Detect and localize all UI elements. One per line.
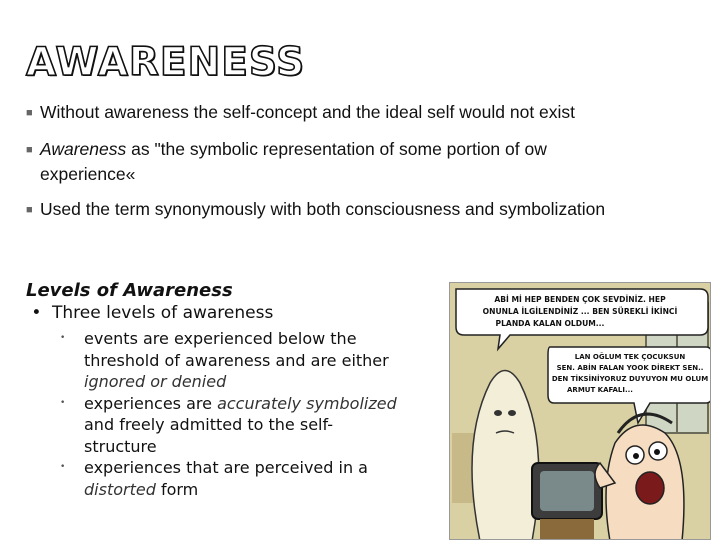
speech-bubble-line: ABİ Mİ HEP BENDEN ÇOK SEVDİNİZ. HEP: [494, 295, 666, 304]
speech-bubble-line: ARMUT KAFALI...: [567, 386, 633, 394]
levels-section: [26, 280, 456, 500]
speech-bubble-line: DEN TİKSİNİYORUZ DUYUYON MU OLUM: [551, 375, 709, 383]
round-bullet-icon: •: [26, 303, 42, 323]
bullet-text: Without awareness the self-concept and the ideal self would not exist: [40, 102, 576, 122]
bullet-text: as "the symbolic representation of some portion of ow: [126, 139, 547, 159]
levels-heading: Levels of Awareness: [26, 280, 233, 301]
round-bullet-icon: •: [60, 462, 66, 472]
square-bullet-icon: ■: [26, 204, 33, 216]
square-bullet-icon: ■: [26, 144, 33, 156]
speech-bubble-line: SEN. ABİN FALAN YOOK DİREKT SEN..: [556, 364, 704, 372]
level-item: • experiences are accurately symbolized and freely admitted to the self- structure: [60, 393, 397, 456]
bullet-item: [26, 100, 575, 125]
round-bullet-icon: •: [60, 333, 66, 343]
level-item: • experiences that are perceived in a distorted form: [60, 458, 368, 499]
slide-title: AWARENESS: [26, 40, 306, 85]
bullet-text-continued: experience«: [40, 164, 136, 184]
speech-bubble-line: LAN OĞLUM TEK ÇOCUKSUN: [574, 353, 686, 361]
bullet-item: [26, 137, 547, 186]
level-item: • events are experienced below the threshold of awareness and are either ignored or denied: [60, 329, 389, 391]
speech-bubble-line: ONUNLA İLGİLENDİNİZ ... BEN SÜREKLİ İKİNCİ: [482, 307, 678, 316]
square-bullet-icon: ■: [26, 107, 33, 119]
bullet-emphasis: Awareness: [40, 139, 127, 159]
cartoon-image: [449, 282, 711, 540]
levels-list: [26, 328, 456, 500]
levels-subtitle: • Three levels of awareness: [26, 303, 274, 323]
speech-bubble-line: PLANDA KALAN OLDUM...: [495, 319, 605, 328]
round-bullet-icon: •: [60, 397, 66, 408]
bullet-text: Used the term synonymously with both consciousness and symbolization: [40, 199, 606, 219]
bullet-item: [26, 197, 605, 222]
